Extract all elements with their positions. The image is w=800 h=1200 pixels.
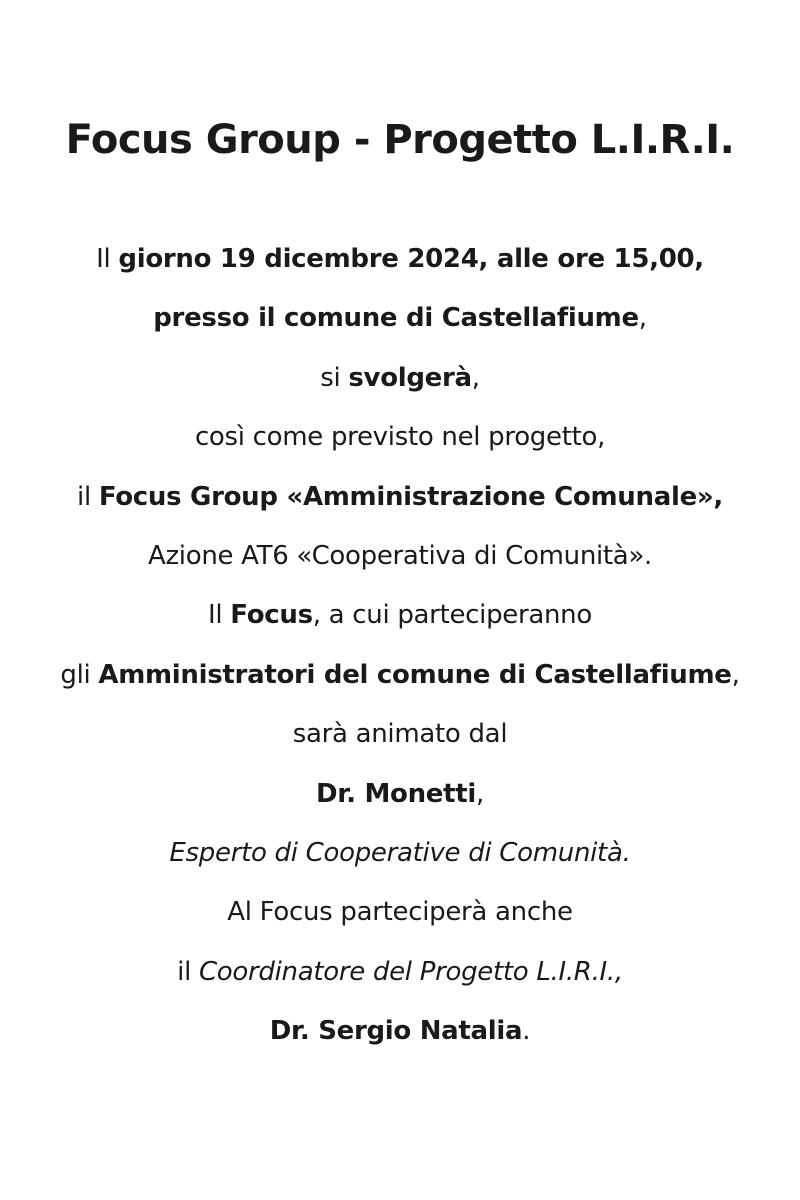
plain-text: sarà animato dal xyxy=(292,719,508,750)
bold-text: Dr. Sergio Natalia xyxy=(269,1016,523,1047)
plain-text: Azione AT6 «Cooperativa di Comunità». xyxy=(147,540,653,571)
page-title: Focus Group - Progetto L.I.R.I. xyxy=(65,117,735,163)
bold-text: Amministratori del comune di Castellafiume xyxy=(98,659,732,690)
plain-text: . xyxy=(522,1016,531,1047)
announcement-line xyxy=(0,414,800,473)
announcement-line xyxy=(0,1008,800,1067)
announcement-line xyxy=(0,533,800,592)
bold-text: giorno 19 dicembre 2024, alle ore 15,00, xyxy=(118,244,704,274)
plain-text: , xyxy=(731,659,740,690)
announcement-line xyxy=(0,830,800,889)
announcement-line xyxy=(0,236,800,295)
announcement-line xyxy=(0,771,800,830)
announcement-line xyxy=(0,474,800,533)
announcement-line xyxy=(0,355,800,414)
plain-text: Il xyxy=(208,600,231,631)
announcement-line xyxy=(0,949,800,1008)
plain-text: gli xyxy=(60,659,99,690)
announcement-line xyxy=(0,652,800,711)
bold-text: Focus Group «Amministrazione Comunale», xyxy=(98,481,723,512)
plain-text: si xyxy=(320,362,349,393)
announcement-body xyxy=(0,236,800,1067)
italic-text: Esperto di Cooperative di Comunità. xyxy=(169,837,631,868)
plain-text: , xyxy=(476,778,484,809)
announcement-line xyxy=(0,711,800,770)
bold-text: svolgerà xyxy=(348,362,472,393)
plain-text: il xyxy=(177,956,199,987)
plain-text: il xyxy=(77,481,99,512)
plain-text: , a cui parteciperanno xyxy=(312,600,592,631)
announcement-line xyxy=(0,889,800,948)
plain-text: Il xyxy=(96,244,119,274)
bold-text: presso il comune di Castellafiume xyxy=(153,303,639,334)
bold-text: Focus xyxy=(230,600,313,631)
italic-text: Coordinatore del Progetto L.I.R.I., xyxy=(198,956,623,987)
plain-text: , xyxy=(638,303,647,334)
announcement-line xyxy=(0,295,800,354)
bold-text: Dr. Monetti xyxy=(316,778,476,809)
plain-text: Al Focus parteciperà anche xyxy=(227,897,573,928)
plain-text: , xyxy=(471,362,480,393)
plain-text: così come previsto nel progetto, xyxy=(194,422,606,453)
announcement-line xyxy=(0,592,800,651)
